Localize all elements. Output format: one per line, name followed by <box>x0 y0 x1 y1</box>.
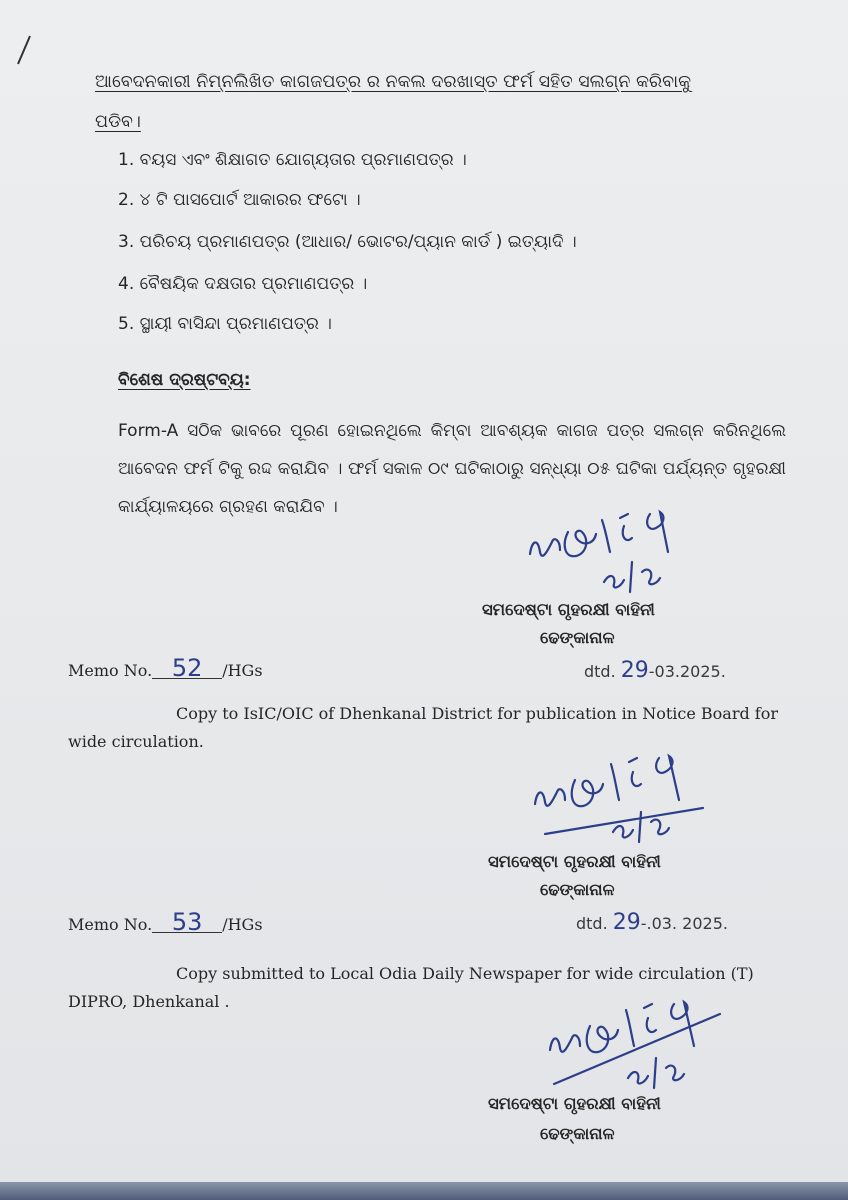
date-rest: -03.2025. <box>648 662 726 681</box>
signatory-title: ସମଦେଷ୍ଟା ଗୃହରକ୍ଷୀ ବାହିନୀ <box>488 1094 661 1113</box>
list-item: 5. ସ୍ଥାୟୀ ବାସିନ୍ଦା ପ୍ରମାଣପତ୍ର । <box>118 314 332 334</box>
memo-line <box>68 654 263 682</box>
copy-note: Copy submitted to Local Odia Daily Newspaper for wide circulation (T) DIPRO, Dhenkanal . <box>68 964 754 1011</box>
list-item: 1. ବୟସ ଏବଂ ଶିକ୍ଷାଗତ ଯୋଗ୍ୟତାର ପ୍ରମାଣପତ୍ର । <box>118 150 467 170</box>
date-label: dtd. <box>584 662 616 681</box>
memo-date <box>576 910 728 935</box>
special-note-body: Form-A ସଠିକ ଭାବରେ ପୂରଣ ହୋଇନଥିଲେ କିମ୍ବା ଆବଶ୍ୟକ କାଗଜ ପତ୍ର ସଲଗ୍ନ କରିନଥିଲେ ଆବେଦନ ଫର୍ମ ଟିକୁ ରଦ୍ଦ କରାଯିବ । ଫର୍ମ ସକାଳ ୦୯ ଘଟିକାଠାରୁ ସନ୍ଧ୍ୟା ୦୫ ଘଟିକା ପର୍ଯ୍ୟନ୍ତ ଗୃହରକ୍ଷୀ କାର୍ଯ୍ୟାଳୟରେ ଗ୍ରହଣ କରାଯିବ । <box>118 421 786 517</box>
intro-text <box>95 62 795 142</box>
handwritten-signature <box>520 492 700 602</box>
memo-line <box>68 908 263 936</box>
signatory-title: ସମଦେଷ୍ଟା ଗୃହରକ୍ଷୀ ବାହିନୀ <box>482 600 655 619</box>
pen-tick-mark <box>10 30 34 70</box>
memo-date <box>584 658 726 683</box>
signatory-place: ଢେଙ୍କାନାଳ <box>540 628 615 647</box>
memo-label: Memo No. <box>68 915 153 934</box>
intro-line-2: ପଡିବ। <box>95 112 141 132</box>
copy-note: Copy to IsIC/OIC of Dhenkanal District for publication in Notice Board for wide circulation. <box>68 704 778 751</box>
signatory-place: ଢେଙ୍କାନାଳ <box>540 880 615 899</box>
date-day: 29 <box>612 910 641 935</box>
background-edge <box>0 1182 848 1200</box>
intro-line-1: ଆବେଦନକାରୀ ନିମ୍ନଲିଖିତ କାଗଜପତ୍ର ର ନକଲ ଦରଖାସ୍ତ ଫର୍ମ ସହିତ ସଲଗ୍ନ କରିବାକୁ <box>95 72 692 92</box>
list-item: 3. ପରିଚୟ ପ୍ରମାଣପତ୍ର (ଆଧାର/ ଭୋଟର/ପ୍ୟାନ କାର୍ଡ ) ଇତ୍ୟାଦି । <box>118 232 577 252</box>
special-note-heading: ବିଶେଷ ଦ୍ରଷ୍ଟବ୍ୟ: <box>118 370 251 390</box>
memo-suffix: /HGs <box>222 661 263 680</box>
handwritten-signature <box>525 738 715 848</box>
handwritten-signature <box>540 984 730 1094</box>
signatory-title: ସମଦେଷ୍ଟା ଗୃହରକ୍ଷୀ ବାହିନୀ <box>488 852 661 871</box>
memo-number: 53 <box>152 912 222 933</box>
list-item: 2. ୪ ଟି ପାସପୋର୍ଟ ଆକାରର ଫଟୋ । <box>118 190 361 210</box>
memo-suffix: /HGs <box>222 915 263 934</box>
date-label: dtd. <box>576 914 608 933</box>
memo-number: 52 <box>152 658 222 679</box>
signatory-place: ଢେଙ୍କାନାଳ <box>540 1124 615 1143</box>
list-item: 4. ବୈଷୟିକ ଦକ୍ଷତାର ପ୍ରମାଣପତ୍ର । <box>118 274 368 294</box>
memo-label: Memo No. <box>68 661 153 680</box>
date-day: 29 <box>620 658 649 683</box>
date-rest: -.03. 2025. <box>640 914 728 933</box>
